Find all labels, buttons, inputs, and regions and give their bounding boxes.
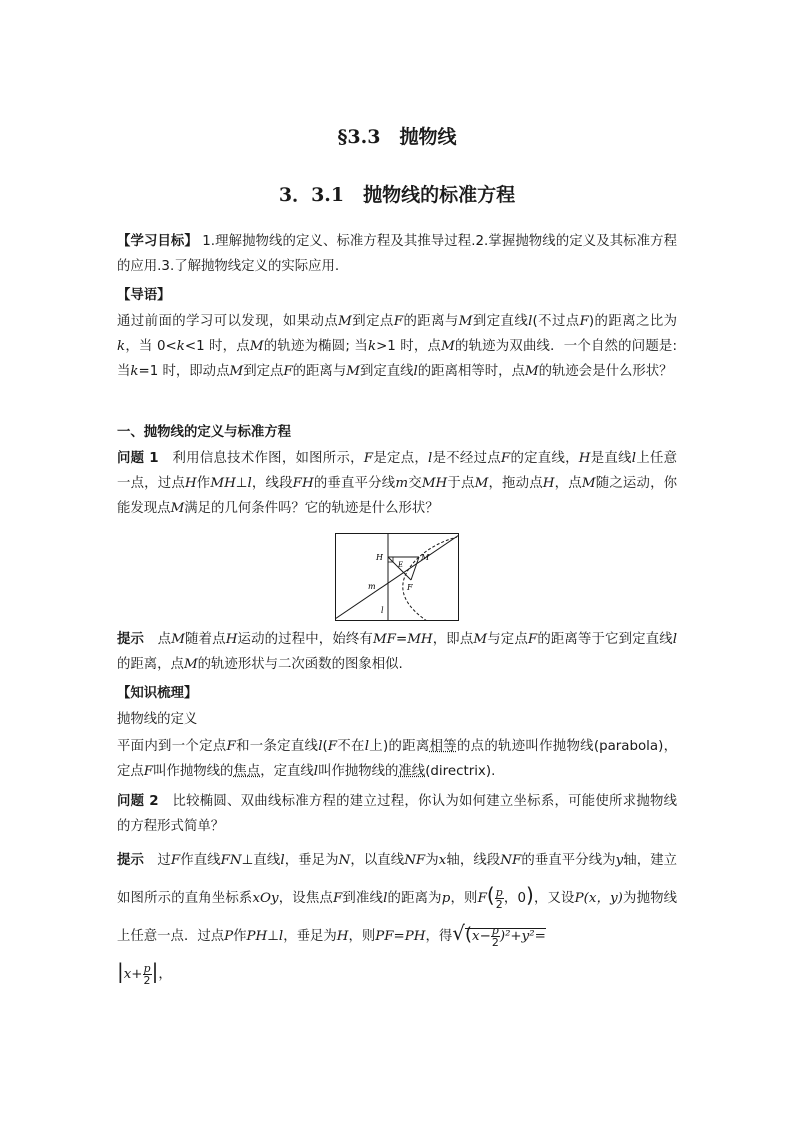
label-m: m: [368, 582, 376, 591]
hint-2-label: 提示: [117, 853, 144, 868]
hint-1-label: 提示: [117, 632, 145, 647]
intro-label: 【导语】: [117, 288, 171, 303]
perpendicular-bisector-m: [335, 535, 459, 619]
knowledge-label: 【知识梳理】: [117, 686, 198, 701]
definition-text: 平面内到一个定点F和一条定直线l(F不在l上)的距离相等的点的轨迹叫作抛物线(parabola)，定点F叫作抛物线的焦点，定直线l叫作抛物线的准线(directrix).: [117, 739, 678, 779]
intro-paragraph: 通过前面的学习可以发现，如果动点M到定点F的距离与M到定直线l(不过点F)的距离之比为k，当 0<k<1 时，点M的轨迹为椭圆; 当k>1 时，点M的轨迹为双曲线．一个自然的问题是: 当k=1 时，即动点M到定点F的距离与M到定直线l的距离相等时，点M的轨迹会是什么形状？: [117, 314, 678, 379]
question-2: 问题 2 比较椭圆、双曲线标准方程的建立过程，你认为如何建立坐标系，可能使所求抛物线的方程形式简单？: [117, 794, 678, 834]
learning-objectives: [117, 229, 677, 279]
question-1-label: 问题 1: [117, 451, 159, 466]
fraction-p-over-2: $\frac{p}{2}$: [495, 885, 503, 911]
definition-title: 抛物线的定义: [117, 712, 198, 727]
objectives-text: 1.理解抛物线的定义、标准方程及其推导过程.2.掌握抛物线的定义及其标准方程的应用.3.了解抛物线定义的实际应用.: [117, 234, 678, 274]
segment-MF: [411, 557, 419, 580]
label-H: H: [376, 553, 383, 562]
section1-heading: 一、抛物线的定义与标准方程: [117, 425, 292, 440]
parabola-figure: [335, 533, 459, 621]
question-2-label: 问题 2: [117, 794, 159, 809]
label-E: E: [398, 561, 404, 569]
hint-1: 提示 点M随着点H运动的过程中，始终有MF=MH，即点M与定点F的距离等于它到定直线l的距离，点M的轨迹形状与二次函数的图象相似.: [117, 632, 678, 672]
section-title: §3.3 抛物线: [337, 126, 457, 148]
label-F: F: [407, 583, 413, 592]
objectives-label: 【学习目标】: [117, 234, 198, 249]
label-M: M: [421, 553, 430, 562]
hint-2: 提示 过F作直线FN⊥直线l，垂足为N，以直线NF为x轴，线段NF的垂直平分线为y轴，建立如图所示的直角坐标系xOy，设焦点F到准线l的距离为p，则F( $\frac{p}{2}$ ，0)，又设P(x，y)为抛物线上任意一点．过点P作PH⊥l，垂足为H，则PF=PH，得√(x− $\frac{p}{2}$ )²+y²= |x+ $\frac{p}{2}$ |，: [117, 853, 678, 987]
label-l: l: [381, 606, 384, 615]
subsection-title: 3．3.1 抛物线的标准方程: [278, 184, 516, 206]
question-1: 问题 1 利用信息技术作图，如图所示，F是定点，l是不经过点F的定直线，H是直线l上任意一点，过点H作MH⊥l，线段FH的垂直平分线m交MH于点M，拖动点H，点M随之运动，你能发现点M满足的几何条件吗？它的轨迹是什么形状？: [117, 451, 678, 516]
